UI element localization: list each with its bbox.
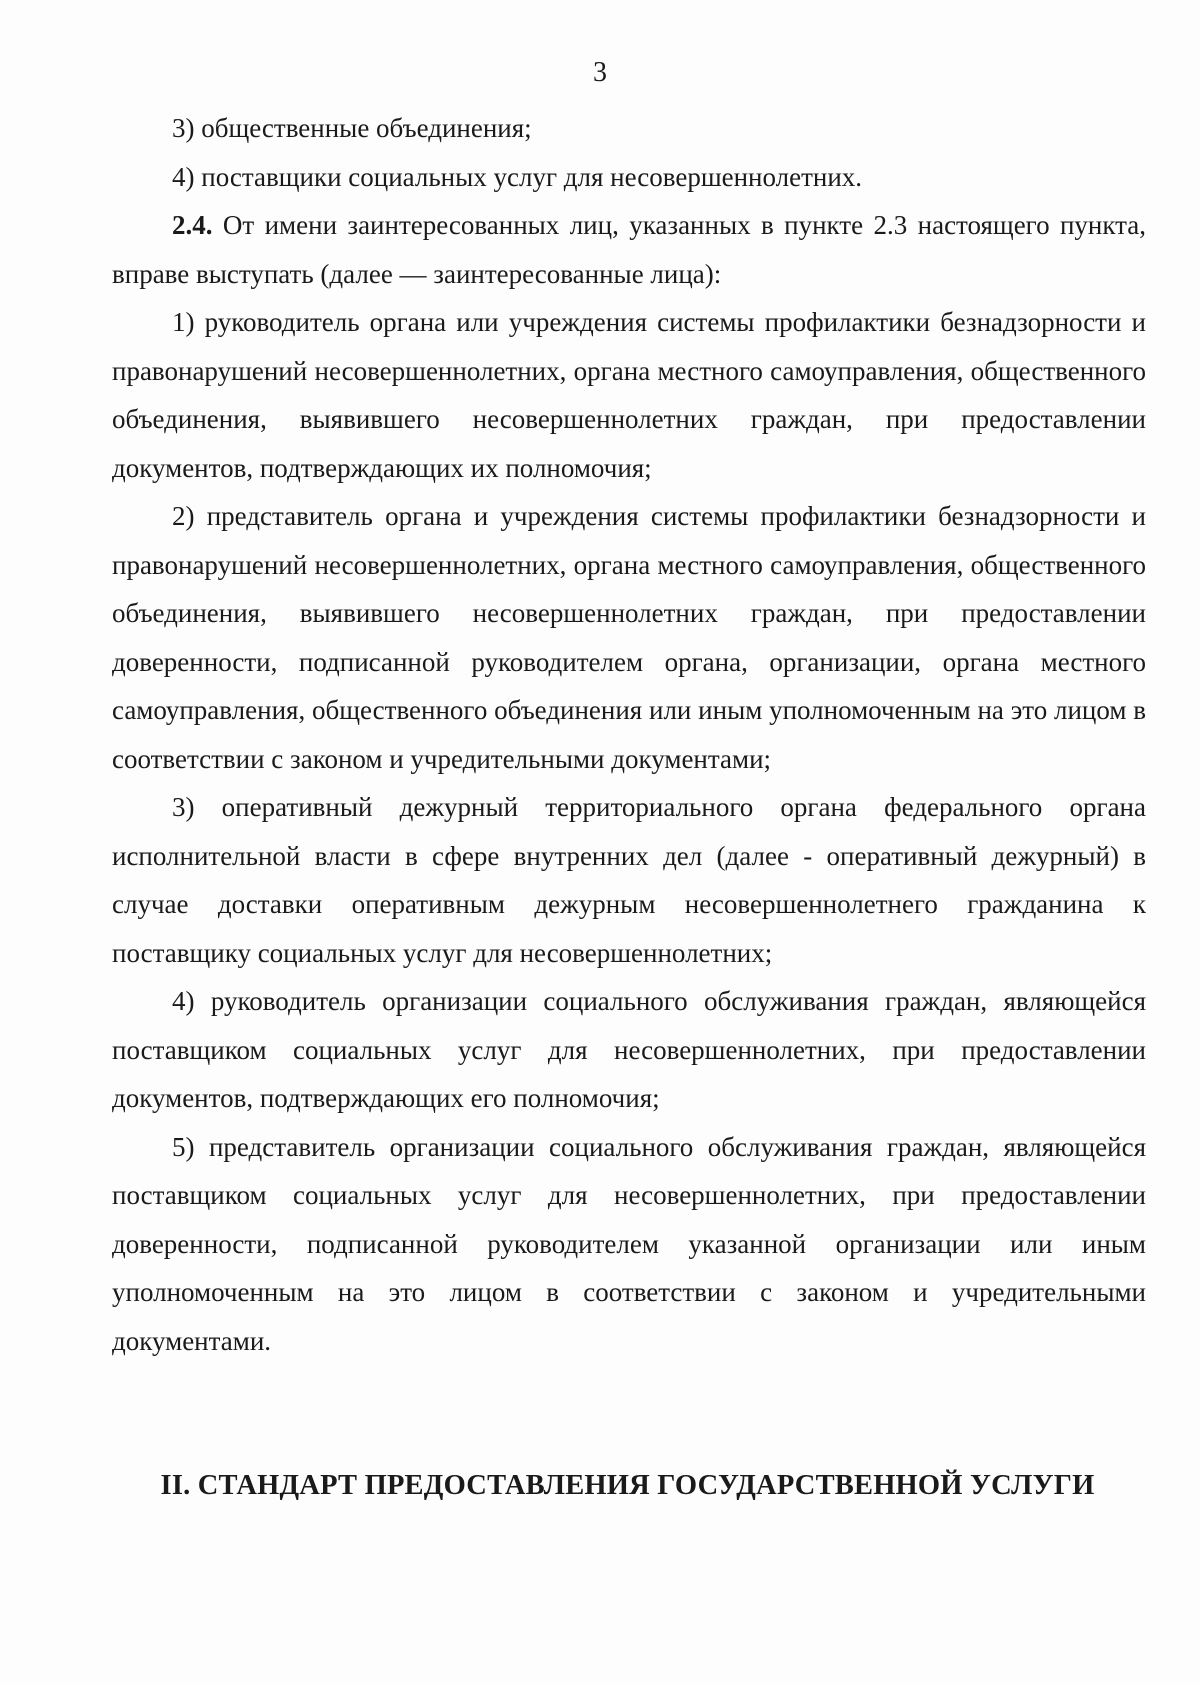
list-item (112, 1123, 1146, 1366)
paragraph-text: 4) поставщики социальных услуг для несовершеннолетних. (172, 161, 863, 192)
paragraph-text: 4) руководитель организации социального обслуживания граждан, являющейся поставщиком социальных услуг для несовершеннолетних, при предоставлении документов, подтверждающих его полномочия; (112, 986, 1146, 1113)
document-body (112, 104, 1146, 1365)
paragraph-text: 2) представитель органа и учреждения системы профилактики безнадзорности и правонарушений несовершеннолетних, органа местного самоуправления, общественного объединения, выявившего несовершеннолетних граждан, при предоставлении доверенности, подписанной руководителем органа, организации, органа местного самоуправления, общественного объединения или иным уполномоченным на это лицом в соответствии с законом и учредительными документами; (112, 501, 1146, 774)
list-item (112, 153, 1146, 202)
paragraph-text: От имени заинтересованных лиц, указанных в пункте 2.3 настоящего пункта, вправе выступать (далее — заинтересованные лица): (112, 210, 1146, 289)
paragraph-text: 5) представитель организации социального обслуживания граждан, являющейся поставщиком социальных услуг для несовершеннолетних, при предоставлении доверенности, подписанной руководителем указанной организации или иным уполномоченным на это лицом в соответствии с законом и учредительными документами. (112, 1131, 1146, 1356)
list-item (112, 977, 1146, 1123)
paragraph-text: 3) общественные объединения; (172, 113, 532, 143)
paragraph-text: 1) руководитель органа или учреждения системы профилактики безнадзорности и правонарушений несовершеннолетних, органа местного самоуправления, общественного объединения, выявившего несовершеннолетних граждан, при предоставлении документов, подтверждающих их полномочия; (112, 307, 1146, 483)
list-item (112, 492, 1146, 783)
clause-number: 2.4. (172, 210, 213, 240)
paragraph-text: 3) оперативный дежурный территориального органа федерального органа исполнительной власти в сфере внутренних дел (далее - оперативный дежурный) в случае доставки оперативным дежурным несовершеннолетнего гражданина к поставщику социальных услуг для несовершеннолетних; (112, 792, 1146, 968)
list-item (112, 298, 1146, 492)
list-item (112, 104, 1146, 153)
clause-2-4 (112, 201, 1146, 298)
page-number: 3 (593, 57, 607, 88)
list-item (112, 783, 1146, 977)
section-heading: II. СТАНДАРТ ПРЕДОСТАВЛЕНИЯ ГОСУДАРСТВЕННОЙ УСЛУГИ (160, 1470, 1095, 1501)
